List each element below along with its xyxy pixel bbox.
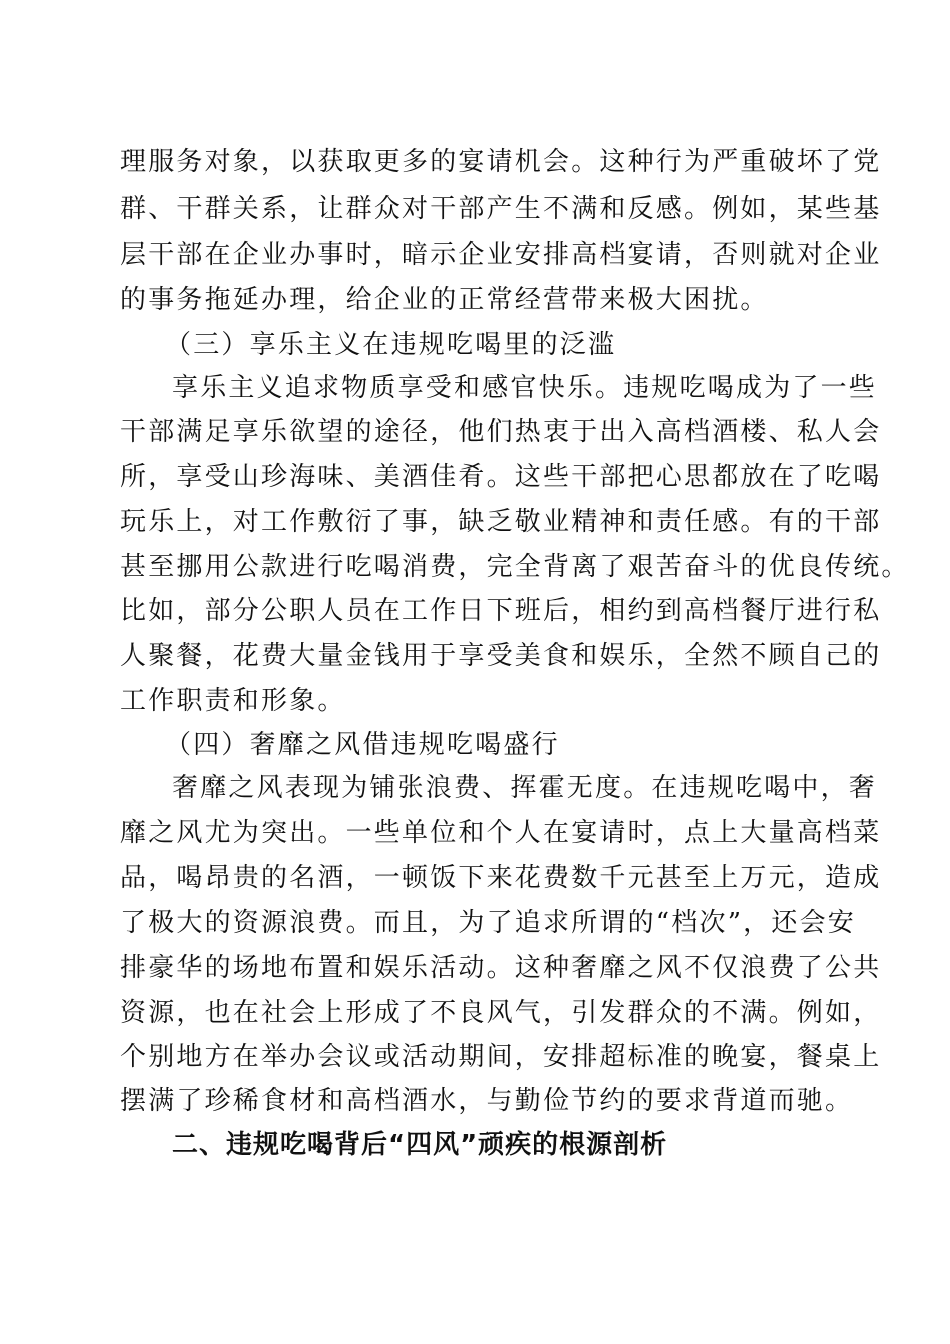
- body-text-line: 资源，也在社会上形成了不良风气，引发群众的不满。例如，: [120, 998, 882, 1028]
- body-text-line: 层干部在企业办事时，暗示企业安排高档宴请，否则就对企业: [120, 240, 882, 270]
- body-text-line: 奢靡之风表现为铺张浪费、挥霍无度。在违规吃喝中，奢: [172, 773, 878, 803]
- body-text-line: 人聚餐，花费大量金钱用于享受美食和娱乐，全然不顾自己的: [120, 641, 882, 671]
- body-text-line: 了极大的资源浪费。而且，为了追求所谓的“档次”，还会安: [120, 908, 856, 938]
- section-heading: （三）享乐主义在违规吃喝里的泛滥: [165, 330, 617, 360]
- body-text-line: 所，享受山珍海味、美酒佳肴。这些干部把心思都放在了吃喝: [120, 462, 882, 492]
- body-text-line: 工作职责和形象。: [120, 686, 346, 716]
- body-text-line: 个别地方在举办会议或活动期间，安排超标准的晚宴，餐桌上: [120, 1042, 882, 1072]
- chapter-heading: 二、违规吃喝背后“四风”顽疾的根源剖析: [172, 1130, 668, 1160]
- body-text-line: 干部满足享乐欲望的途径，他们热衷于出入高档酒楼、私人会: [120, 417, 882, 447]
- body-text-line: 排豪华的场地布置和娱乐活动。这种奢靡之风不仅浪费了公共: [120, 953, 882, 983]
- body-text-line: 玩乐上，对工作敷衍了事，缺乏敬业精神和责任感。有的干部: [120, 507, 882, 537]
- body-text-line: 比如，部分公职人员在工作日下班后，相约到高档餐厅进行私: [120, 596, 882, 626]
- body-text-line: 群、干群关系，让群众对干部产生不满和反感。例如，某些基: [120, 194, 882, 224]
- body-text-line: 甚至挪用公款进行吃喝消费，完全背离了艰苦奋斗的优良传统。: [120, 552, 910, 582]
- body-text-line: 享乐主义追求物质享受和感官快乐。违规吃喝成为了一些: [172, 373, 878, 403]
- section-heading: （四）奢靡之风借违规吃喝盛行: [165, 730, 560, 760]
- body-text-line: 的事务拖延办理，给企业的正常经营带来极大困扰。: [120, 285, 769, 315]
- body-text-line: 品，喝昂贵的名酒，一顿饭下来花费数千元甚至上万元，造成: [120, 863, 882, 893]
- body-text-line: 理服务对象，以获取更多的宴请机会。这种行为严重破坏了党: [120, 147, 882, 177]
- body-text-line: 摆满了珍稀食材和高档酒水，与勤俭节约的要求背道而驰。: [120, 1086, 854, 1116]
- body-text-line: 靡之风尤为突出。一些单位和个人在宴请时，点上大量高档菜: [120, 818, 882, 848]
